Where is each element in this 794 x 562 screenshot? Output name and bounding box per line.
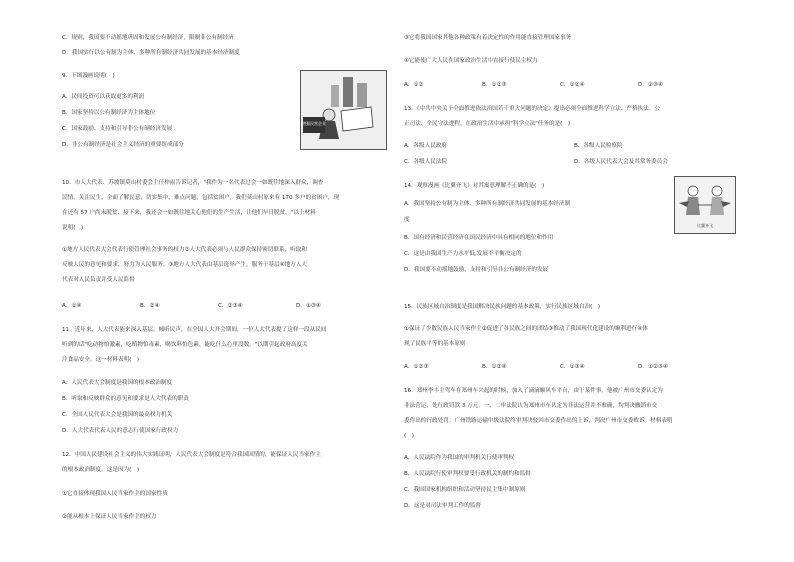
question-13-line-2: 正司法、全民守法进程。在政治生活中承担"科学立法"任务的是( ) (404, 121, 571, 127)
option-c: C．规则，我国要不动摇地巩固和发展公有制经济，限制非公有制经济 (62, 35, 234, 41)
question-12-option-a: A．①② (404, 82, 424, 88)
question-9-option-b: B．国家坚持以公有制经济为主体地位 (62, 110, 156, 116)
question-14-option-c: C．这是由我国生产力水平低,发展不平衡决定的 (404, 251, 522, 257)
question-11-line-3: 注食品安全。这一材料表明( ) (62, 357, 140, 363)
question-16-option-d: D．这是对司法审判工作的监督 (404, 503, 482, 509)
cartoon-illustration (675, 177, 735, 233)
question-14-option-a-line-1: A．我国坚持公有制为主体、多种所有制经济共同发展的基本经济制 (404, 201, 571, 207)
question-10-options (62, 303, 374, 310)
question-12-option-c: C．①②④ (560, 82, 585, 88)
question-16-line-4: ( ) (404, 433, 414, 439)
question-16-option-c: C．我国国家机构组织和活动坚持民主集中制原则 (404, 487, 526, 493)
question-10-option-a: A．①④ (62, 303, 82, 309)
question-10-option-c: C．②③④ (218, 303, 243, 309)
question-10-item-3: 代表对人民负责并受人民监督 (62, 277, 135, 283)
question-14-option-a-line-2: 度 (404, 217, 410, 223)
question-14-option-b: B．国有经济和民营经济在国民经济中具有相同的地位和作用 (404, 235, 554, 241)
question-13-option-a: A．各级人民政府 (404, 143, 447, 149)
question-16-line-1: 16．郑州李丰主驾车在郑州车兴起的时候，加入了滴滴顺风车平台，由于某件事，他被广州市交委认定为 (404, 388, 663, 394)
question-12-options (404, 82, 716, 89)
question-15-options (404, 364, 716, 371)
question-13-option-c: C．各级人民法院 (404, 159, 448, 165)
question-10-option-d: D．①③④ (296, 303, 321, 309)
cartoon-flying-together (674, 176, 736, 234)
question-16-option-b: B．人民法院行使审判权要受行政机关的制约和监督 (404, 471, 531, 477)
question-12-item-2: ②能从根本上保证人民当家作主的权力 (62, 514, 157, 520)
question-10-line-3: 在还有 57 户尚未脱贫，接下来，我还会一如既往地关心他们的生产生活，让他们早日脱贫。"以上材料 (62, 210, 316, 216)
question-15-option-a: A．①②③ (404, 364, 429, 370)
question-15-item-1: ①保证了少数民族人民当家作主②促进了各民族之间的团结③推动了我国现代化建设的顺利进行④体 (404, 326, 648, 332)
question-11-option-c: C．全国人民代表大会是我国的最高权力机关 (62, 412, 173, 418)
question-9-option-a: A．民间投资可以获取更多的利润 (62, 94, 145, 100)
question-9-option-c: C．国家鼓励、支持和引导非公有制经济发展 (62, 126, 173, 132)
question-12-item-4: ④它能使广大人民在国家政治生活中直接行使民主权力 (404, 58, 538, 64)
question-12-option-b: B．①②③ (482, 82, 507, 88)
question-12-item-1: ①它直接体现我国人民当家作主的国家性质 (62, 491, 168, 497)
question-15-stem: 15．民族区域自治制度是我国解决民族问题的基本政策，实行民族区域自治( ) (404, 304, 601, 310)
question-16-line-3: 委作出的行政处罚。广州铁路运输中级法院终审判决驳回市交委作出的上诉，判决广州市交委败诉。材料表明 (404, 418, 673, 424)
question-10-line-2: 民情，关注民生，全面了解民意，切实集中、难点问题，包括贫困户，我们莫山村原来有 170 多户的贫困户，现 (62, 195, 340, 201)
option-d: D．我国实行以公有制为主体、多种所有制经济共同发展的基本经济制度 (62, 50, 240, 56)
cartoon-caption: 比翼齐飞 (697, 223, 713, 228)
question-10-option-b: B．②④ (140, 303, 160, 309)
cartoon-private-enterprise (300, 70, 387, 150)
question-11-line-2: 听到的话"吃动物怕激素，吃植物怕毒素，喝饮料怕色素，能吃什么心里没数。"以期引起政府高度关 (62, 342, 308, 348)
question-15-item-2: 现了民族平等的基本原则 (404, 341, 466, 347)
question-12-line-1: 12．中国人民建设社会主义的伟大实践证明，人民代表大会制度是符合我国国情的，能保证人民当家作主 (62, 452, 321, 458)
question-11-line-1: 11．近年来，人大代表能来深入基层，倾听民声。在全国人大开会期间，一位人大代表提了这样一段从民间 (62, 327, 327, 333)
question-12-option-d: D．②③④ (638, 82, 663, 88)
question-11-option-b: B．听取和反映群众的意见和要求是人大代表的职责 (62, 396, 189, 402)
cartoon-caption: 增强民营企业 (302, 121, 326, 126)
question-13-option-b: B．各级人民检察院 (574, 143, 623, 149)
question-12-line-2: 的根本政治制度。这是因为( ) (62, 467, 140, 473)
question-10-line-4: 说明( ) (62, 225, 84, 231)
question-15-option-c: C．①③④ (560, 364, 585, 370)
question-11-option-d: D．人大代表代表人民的意志行使国家行政权力 (62, 428, 179, 434)
question-15-option-b: B．①②④ (482, 364, 507, 370)
question-9-option-d: D．非公有制经济是社会主义经济的重要组成部分 (62, 142, 184, 148)
question-12-item-3: ③它将我国国家其他各种政策有着决定性的作用能直接管理国家事务 (404, 35, 572, 41)
question-10-item-2: 反映人民的意见和要求，努力为人民服务。③地方人大代表由基层选举产生，服务于基层④地方人大 (62, 262, 307, 268)
question-14-option-d: D．我国要不动摇地鼓励、支持和引导非公有制经济的发展 (404, 267, 549, 273)
cartoon-illustration (301, 71, 386, 149)
question-15-option-d: D．①②③④ (638, 364, 668, 370)
question-9-stem: 9．下图漫画说明( ) (62, 73, 115, 79)
question-10-item-1: ①地方人民代表大会代表行使管理社会事务的权力②人大代表必须与人民群众保持密切联系，听取和 (62, 247, 307, 253)
question-16-option-a: A．人民法院作为我国的审判机关行使审判权 (404, 455, 515, 461)
question-10-line-1: 10．市人大代表、苏坡镇莫山村委会主任梓雨告诉记者，"我作为一名代表过会一如既往地深入群众，调查 (62, 180, 324, 186)
question-11-option-a: A．人民代表大会制度是我国的根本政治制度 (62, 380, 173, 386)
question-13-line-1: 13．《中共中央关于全面推进依法治国若干重大问题的决定》提出必须全面推进科学立法、严格执法、公 (404, 106, 661, 112)
question-13-option-d: D．各级人民代表大会及其常务委员会 (574, 159, 668, 165)
question-16-line-2: 非法营运，处行政罚款 3 万元。一、二审法院认为郑州市车认定为非法运营并不准确，均判决撤销市交 (404, 403, 658, 409)
question-14-stem: 14．观察漫画《比翼齐飞》对其寓意理解不正确的是( ) (404, 183, 545, 189)
